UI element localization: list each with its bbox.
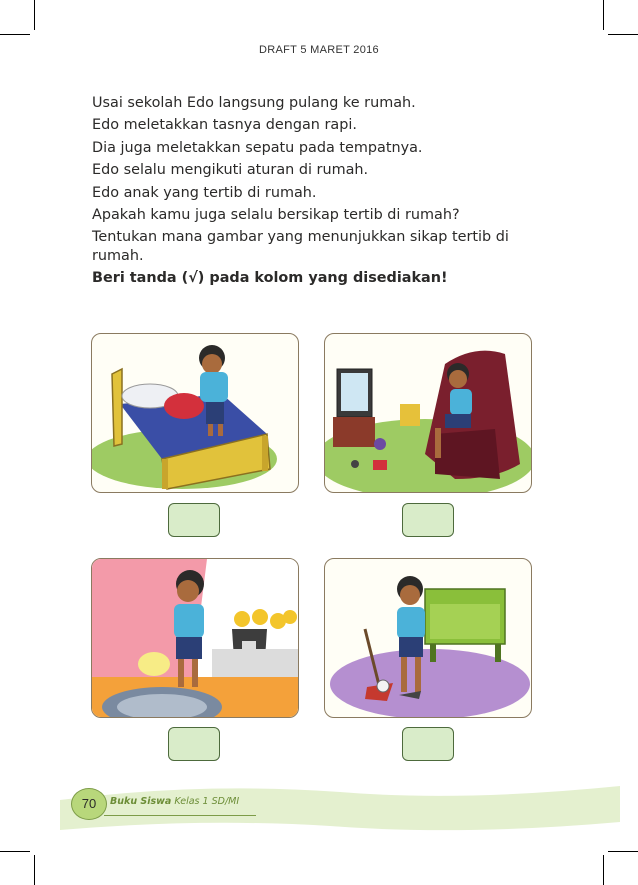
- story-line: Edo meletakkan tasnya dengan rapi.: [92, 117, 357, 134]
- story-line: Dia juga meletakkan sepatu pada tempatnya.: [92, 139, 423, 156]
- picture-sweeping: [324, 558, 532, 718]
- picture-throwing-trash: [91, 558, 299, 718]
- picture-bed-making: [91, 333, 299, 493]
- story-line: Edo anak yang tertib di rumah.: [92, 184, 317, 201]
- page-number: 70: [71, 788, 107, 820]
- crop-mark: [34, 0, 35, 30]
- story-line: Edo selalu mengikuti aturan di rumah.: [92, 162, 369, 179]
- crop-mark: [0, 34, 30, 35]
- footer-underline: [104, 815, 256, 816]
- picture-messy-tv-room: [324, 333, 532, 493]
- tv-room-illustration: [325, 334, 531, 492]
- instruction-text: Beri tanda (√) pada kolom yang disediakan!: [92, 270, 448, 287]
- crop-mark: [608, 851, 638, 852]
- crop-mark: [603, 0, 604, 30]
- draft-label: DRAFT 5 MARET 2016: [259, 44, 379, 56]
- crop-mark: [608, 34, 638, 35]
- answer-box-4[interactable]: [402, 727, 454, 761]
- story-line: Apakah kamu juga selalu bersikap tertib di rumah?: [92, 207, 460, 224]
- story-line: Usai sekolah Edo langsung pulang ke rumah.: [92, 95, 416, 111]
- answer-box-2[interactable]: [402, 503, 454, 537]
- story-text: [92, 92, 562, 290]
- book-title-bold: Buku Siswa: [110, 796, 172, 807]
- crop-mark: [603, 855, 604, 885]
- answer-box-1[interactable]: [168, 503, 220, 537]
- book-title-rest: Kelas 1 SD/MI: [171, 796, 240, 807]
- crop-mark: [34, 855, 35, 885]
- sweeping-illustration: [325, 559, 531, 717]
- bed-illustration: [92, 334, 298, 492]
- story-line: Tentukan mana gambar yang menunjukkan sikap tertib di rumah.: [92, 229, 509, 264]
- book-title: [110, 796, 239, 807]
- crop-mark: [0, 851, 30, 852]
- answer-box-3[interactable]: [168, 727, 220, 761]
- trash-illustration: [92, 559, 298, 717]
